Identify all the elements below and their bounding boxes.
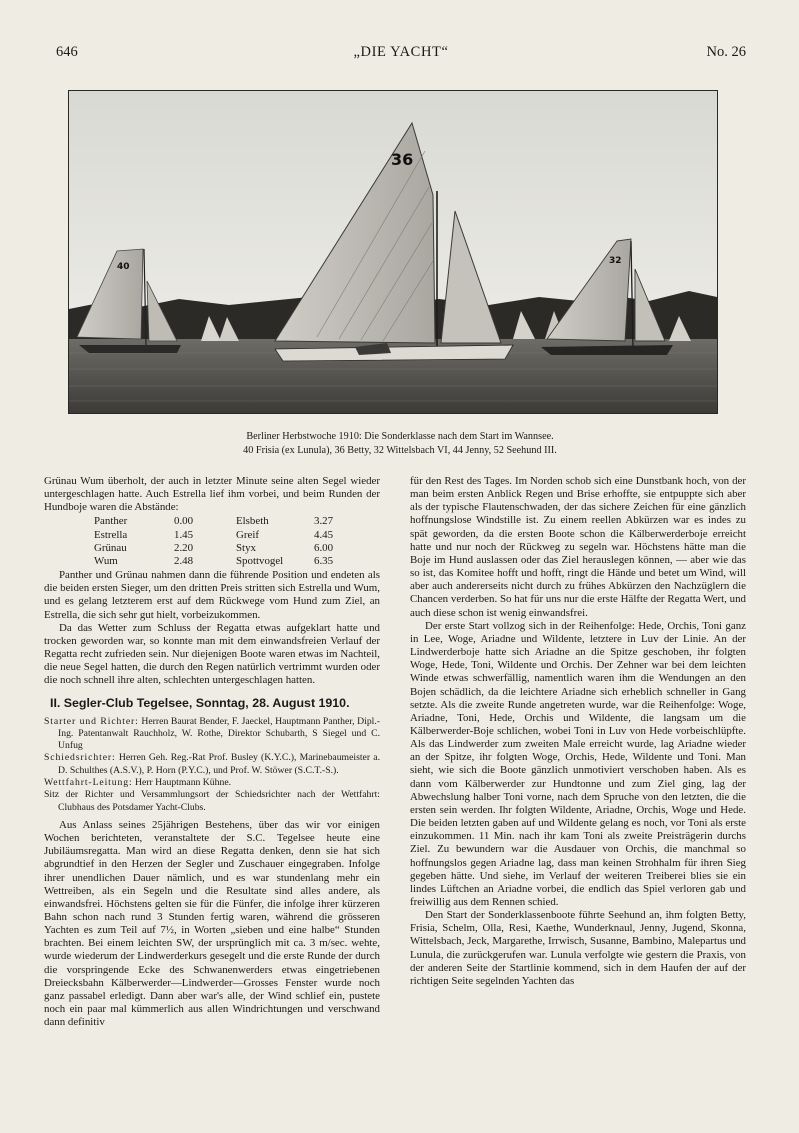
regatta-photo [68,90,718,414]
boat-name: Panther [94,515,128,528]
sail-number-32: 32 [609,256,622,266]
officials-label: Starter und Richter: [44,715,139,727]
boat-gap: 2.20 [174,541,194,554]
officials-label: Sitz der Richter und Versammlungsort der Schiedsrichter nach der Wettfahrt: [44,789,380,801]
caption-line-2: 40 Frisia (ex Lunula), 36 Betty, 32 Wittelsbach VI, 44 Jenny, 52 Seehund III. [243,445,557,456]
page-number: 646 [56,44,78,60]
table-row [94,529,333,542]
distances-table [94,515,333,568]
left-column [44,475,380,1029]
right-paragraph-2: Der erste Start vollzog sich in der Reihenfolge: Hede, Orchis, Toni ganz in Lee, Woge, Ariadne und Wildente, letztere in Luv der Linie. An der Lindwerderboje hatte sich Ariadne an die Spitze geschoben, ihr folgten Woge, Hede, Toni, Wildente und Orchis. Der Zehner war bei dem leichten Winde etwas schwerfällig, namentlich waren ihm die Wendungen an den Bojen schädlich, da die leichtere Ariadne sich erheblich schneller in Gang setzte. Als die zweite Runde angetreten wurde, war die Reihenfolge: Woge, Ariadne, Toni, Hede, Orchis und Wildente, die langsam um die Kälberwerder-Boje schlichen, wobei Toni in Luv von Hede vorbeischlüpfte. Als das Lindwerder zum zweiten Male erreicht wurde, lag Ariadne wieder an der Spitze, ihr folgten Woge, Orchis, Hede, Wildente und Toni. Man sieht, wie sich die Boote gänzlich unmotiviert verschoben haben. Als es dann vom Kälberwerder zur Hundtonne und zum Ziel ging, lag der Abwechslung halber Toni vorne, nach dem Spruche von den letzten, die die ersten sein werden. Ihr folgten Wildente, Ariadne, Orchis, Woge und Hede. Die beiden letzten gaben auf und Wildente gelang es noch, vor Toni als erste einzukommen. 11 Min. nach ihr kam Toni als zweite Preisträgerin durchs Ziel. Zu bewundern war die Ausdauer von Orchis, die manchmal so hoffnungslos gegen Ariadne lag, dass man keinen Strohhalm für ihren Sieg gegeben hätte. Und siehe, im Verlauf der weiteren Treiberei blies sie ein lindes Lüftchen an Ariadne vorbei, die endlich das Spiel verloren gab und freiwillig aus dem Rennen schied. [410,619,746,908]
sail-number-40: 40 [117,262,130,272]
boat-name: Greif [236,528,259,541]
left-paragraph-3: Da das Wetter zum Schluss der Regatta etwas aufgeklart hatte und trocken geworden war, so konnte man mit dem einwandsfreien Verlauf der Regatta recht zufrieden sein. Nur diejenigen Boote waren etwas im Nachteil, die neue Segel hatten, die durch den Regen natürlich vertrimmt wurden oder die noch schnell ihre alten, schlechten untergeschlagen hatten. [44,621,380,687]
boat-name: Styx [236,541,256,554]
running-header [56,44,746,64]
boat-gap: 0.00 [174,515,194,528]
boat-gap: 2.48 [174,554,194,567]
sail-number-36: 36 [391,150,414,169]
boat-name: Estrella [94,528,128,541]
officials-label: Schiedsrichter: [44,752,116,764]
right-paragraph-3: Den Start der Sonderklassenboote führte Seehund an, ihm folgten Betty, Frisia, Schelm, Olla, Resi, Kaethe, Wunderknaul, Jenny, Jugend, Skonna, Wittelsbach, Jeck, Margarethe, Irrwisch, Susanne, Bambino, Malepartus und Lunula, die zurückgerufen war. Lunula verfolgte wie gestern die Praxis, von der anderen Seite der Startlinie kommend, sich in dem Haufen der auf der richtigen Seite segelnden Yachten das [410,909,746,987]
officials-text: Herr Hauptmann Kühne. [135,776,232,788]
boat-name: Spottvogel [236,554,284,567]
boat-gap: 6.35 [314,554,334,567]
boat-name: Wum [94,554,118,567]
officials-text: Herren Baurat Bender, F. Jaeckel, Hauptmann Panther, Dipl.-Ing. Patentanwalt Rauchholz, W. Rothe, Direktor Schubarth, S Siegel und C. Unfug [58,715,381,752]
boat-gap: 4.45 [314,528,334,541]
officials-text: Herren Geh. Reg.-Rat Prof. Busley (K.Y.C.), Marinebaumeister a. D. Schulthes (A.S.V.), P. Horn (P.Y.C.), und Prof. W. Stöwer (S.C.T.-S.). [58,752,381,776]
left-paragraph-1: Grünau Wum überholt, der auch in letzter Minute seine alten Segel wieder untergeschlagen hatte. Auch Estrella lief ihm vorbei, und beim Runden der Hundboje waren die Abstände: [44,475,380,514]
table-row [94,515,333,528]
officials-starter [44,716,380,753]
journal-title: „DIE YACHT“ [353,44,449,60]
left-paragraph-2: Panther und Grünau nahmen dann die führende Position und endeten als die beiden ersten Sieger, um den dritten Preis stritten sich Estrella und Wum, und es gelang letzterem erst auf dem Rückwege vom Hund zum Ziel, an Estrella, die sich sehr gut hielt, vorbeizukommen. [44,569,380,621]
sailboats-illustration [69,91,717,413]
issue-number: No. 26 [706,44,746,60]
boat-gap: 1.45 [174,528,194,541]
officials-label: Wettfahrt-Leitung: [44,776,133,788]
officials-text: Clubhaus des Potsdamer Yacht-Clubs. [58,801,206,813]
table-row [94,555,333,568]
boat-name: Elsbeth [236,515,269,528]
section-heading: II. Segler-Club Tegelsee, Sonntag, 28. August 1910. [50,695,350,710]
officials-judges [44,752,380,777]
right-paragraph-1: für den Rest des Tages. Im Norden schob sich eine Dunstbank hoch, von der man beim ersten Anblick Regen und Brise erhoffte, sie entpuppte sich aber als der typische Flautenschwaden, der das sichere Zeichen für eine gänzlich hoffnungslose Windstille ist. Zu einem reellen Abkürzen war es indes zu spät geworden, da die ersten Boote schon die Kälberwerderboje erreicht hatte und nur noch der Rückweg zu segeln war. Höchstens hätte man die Boje im Hund auslassen oder das Ziel herauslegen können, — aber wie das so ist, das Komitee hofft und hofft, ringt die Hände und betet um Wind, will aber auch andererseits nicht durch zu frühes Abkürzen den Nachzüglern die Chancen verderben. So hat für uns nur die erste Hälfte der Regatta Wert, und auch diese schon ist wenig einwandsfrei. [410,475,746,619]
boat-gap: 6.00 [314,541,334,554]
officials-race-management [44,777,380,789]
boat-name: Grünau [94,541,127,554]
boat-gap: 3.27 [314,515,334,528]
photo-caption [56,430,744,458]
caption-line-1: Berliner Herbstwoche 1910: Die Sonderklasse nach dem Start im Wannsee. [246,431,554,442]
left-paragraph-4: Aus Anlass seines 25jährigen Bestehens, über das wir vor einigen Wochen berichteten, veranstaltete der S.C. Tegelsee heute eine Jubiläumsregatta. Man wird an diese Regatta denken, denn sie hat sich abgrundtief in den Herzen der Segler und Zuschauer eingegraben. Infolge ihrer unendlichen Dauer nämlich, und es war stundenlang mehr ein Wettreiben, als ein Segeln und die Resultate sind alles andere, als einwandsfrei. Höchstens gelten sie für die Fünfer, die infolge ihrer kürzeren Bahn schon nach rund 3 Stunden fertig waren, während die grösseren Yachten es zum Teil auf 7½, in Worten „sieben und eine halbe“ Stunden brachten. Bei einem leichten SW, der ursprünglich mit ca. 3 m/sec. wehte, wurde wiederum der Lindwerderkurs gesegelt und die erste Runde der durch die vorspringende Ecke des Schwanenwerders etwas eingetriebenen Dreiecksbahn Kälberwerder—Lindwerder—Grosses Fenster wurde noch ganz passabel erledigt. Dann aber war's alle, der Wind schlief ein, pustete noch ein paar mal kümmerlich aus allen Windrichtungen und verschwand dann definitiv [44,818,380,1029]
right-column [410,475,746,988]
officials-venue [44,789,380,814]
table-row [94,542,333,555]
